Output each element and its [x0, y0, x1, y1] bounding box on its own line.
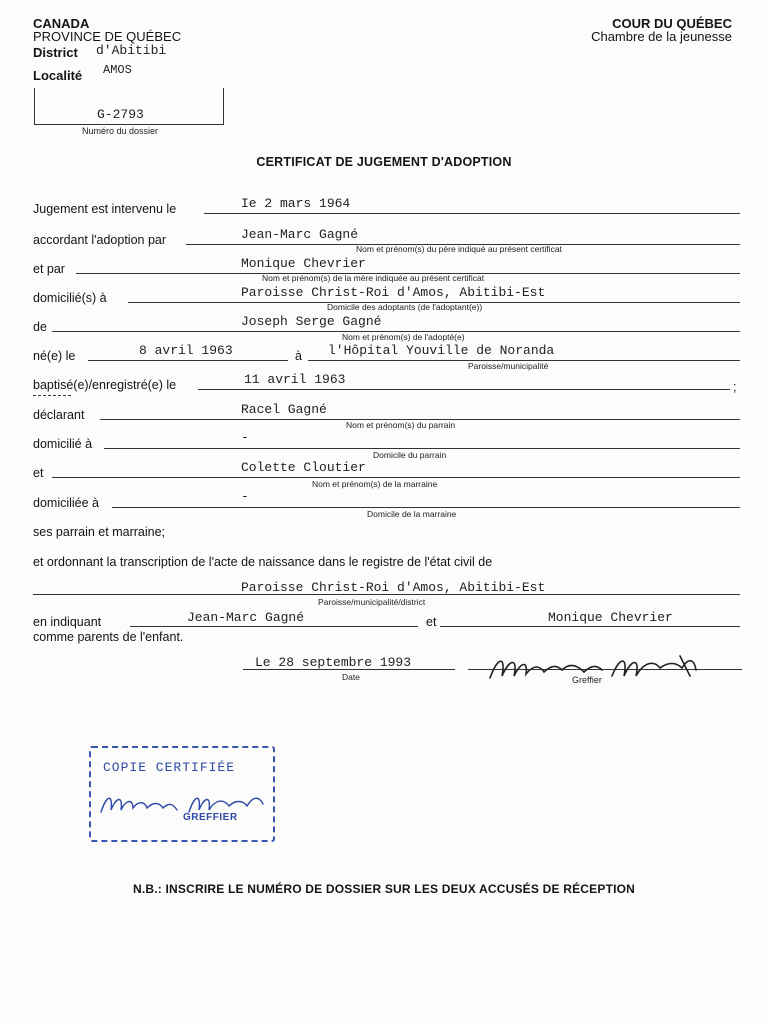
godfather-domicile-line	[104, 448, 740, 449]
father-value: Jean-Marc Gagné	[241, 227, 359, 242]
birthplace-value: l'Hôpital Youville de Noranda	[328, 343, 555, 358]
and-by-label: et par	[33, 262, 65, 276]
parents-text: comme parents de l'enfant.	[33, 630, 184, 644]
baptized-line	[198, 389, 730, 390]
godfather-domicile-caption: Domicile du parrain	[373, 450, 447, 460]
baptized-label: baptisé(e)/enregistré(e) le	[33, 378, 177, 392]
godfather-domicile-value: -	[241, 430, 249, 445]
godmother-value: Colette Cloutier	[241, 460, 366, 475]
country-heading: CANADA	[33, 16, 90, 31]
godmother-caption: Nom et prénom(s) de la marraine	[312, 479, 438, 489]
footer-note: N.B.: INSCRIRE LE NUMÉRO DE DOSSIER SUR LES DEUX ACCUSÉS DE RÉCEPTION	[132, 882, 636, 896]
adoption-label: accordant l'adoption par	[33, 233, 167, 247]
chamber-heading: Chambre de la jeunesse	[591, 29, 732, 44]
registry-caption: Paroisse/municipalité/district	[318, 597, 426, 607]
baptized-underline	[33, 395, 71, 396]
certified-copy-stamp	[89, 746, 275, 842]
godmother-domicile-label: domiciliée à	[33, 496, 100, 510]
district-label: District	[33, 45, 78, 60]
clerk-caption: Greffier	[572, 675, 602, 685]
clerk-signature	[484, 648, 724, 688]
domicile-caption: Domicile des adoptants (de l'adoptant(e))	[327, 302, 483, 312]
district-value: d'Abitibi	[96, 43, 167, 58]
godfather-caption: Nom et prénom(s) du parrain	[346, 420, 456, 430]
indicating-label: en indiquant	[33, 615, 102, 629]
baptized-semicolon: ;	[733, 380, 737, 394]
at-label: à	[295, 349, 302, 363]
dossier-number: G-2793	[97, 107, 144, 122]
father-caption: Nom et prénom(s) du père indiqué au présent certificat	[356, 244, 562, 254]
dossier-caption: Numéro du dossier	[82, 126, 159, 136]
godmother-domicile-value: -	[241, 489, 249, 504]
adoptee-value: Joseph Serge Gagné	[241, 314, 382, 329]
godparents-text: ses parrain et marraine;	[33, 525, 166, 539]
judgment-line	[204, 213, 740, 214]
transcription-text: et ordonnant la transcription de l'acte de naissance dans le registre de l'état civil de	[33, 555, 493, 569]
baptized-value: 11 avril 1963	[244, 372, 346, 387]
locality-label: Localité	[33, 68, 83, 83]
domicile-value: Paroisse Christ-Roi d'Amos, Abitibi-Est	[241, 285, 546, 300]
date-value: Le 28 septembre 1993	[255, 655, 412, 670]
locality-value: AMOS	[103, 63, 132, 77]
judgment-value: Ie 2 mars 1964	[241, 196, 351, 211]
parent1-value: Jean-Marc Gagné	[187, 610, 305, 625]
birthplace-caption: Paroisse/municipalité	[468, 361, 549, 371]
of-label: de	[33, 320, 47, 334]
date-caption: Date	[342, 672, 360, 682]
godmother-domicile-line	[112, 507, 740, 508]
born-value: 8 avril 1963	[139, 343, 233, 358]
godfather-domicile-label: domicilié à	[33, 437, 93, 451]
godmother-domicile-caption: Domicile de la marraine	[367, 509, 457, 519]
province-heading: PROVINCE DE QUÉBEC	[33, 29, 182, 44]
parent2-line	[440, 626, 740, 627]
registry-value: Paroisse Christ-Roi d'Amos, Abitibi-Est	[241, 580, 546, 595]
judgment-label: Jugement est intervenu le	[33, 202, 177, 216]
document-title: CERTIFICAT DE JUGEMENT D'ADOPTION	[256, 155, 512, 169]
domicile-label: domicilié(s) à	[33, 291, 107, 305]
stamp-title: COPIE CERTIFIÉE	[103, 760, 236, 775]
godmother-line	[52, 477, 740, 478]
declarant-label: déclarant	[33, 408, 85, 422]
and2-label: et	[426, 615, 437, 629]
and-label: et	[33, 466, 44, 480]
court-heading: COUR DU QUÉBEC	[612, 16, 732, 31]
born-line	[88, 360, 288, 361]
mother-value: Monique Chevrier	[241, 256, 366, 271]
stamp-greffier: GREFFIER	[183, 812, 238, 823]
parent2-value: Monique Chevrier	[548, 610, 673, 625]
mother-caption: Nom et prénom(s) de la mère indiquée au présent certificat	[262, 273, 485, 283]
adoptee-caption: Nom et prénom(s) de l'adopté(e)	[342, 332, 465, 342]
parent1-line	[130, 626, 418, 627]
born-label: né(e) le	[33, 349, 76, 363]
godfather-value: Racel Gagné	[241, 402, 327, 417]
